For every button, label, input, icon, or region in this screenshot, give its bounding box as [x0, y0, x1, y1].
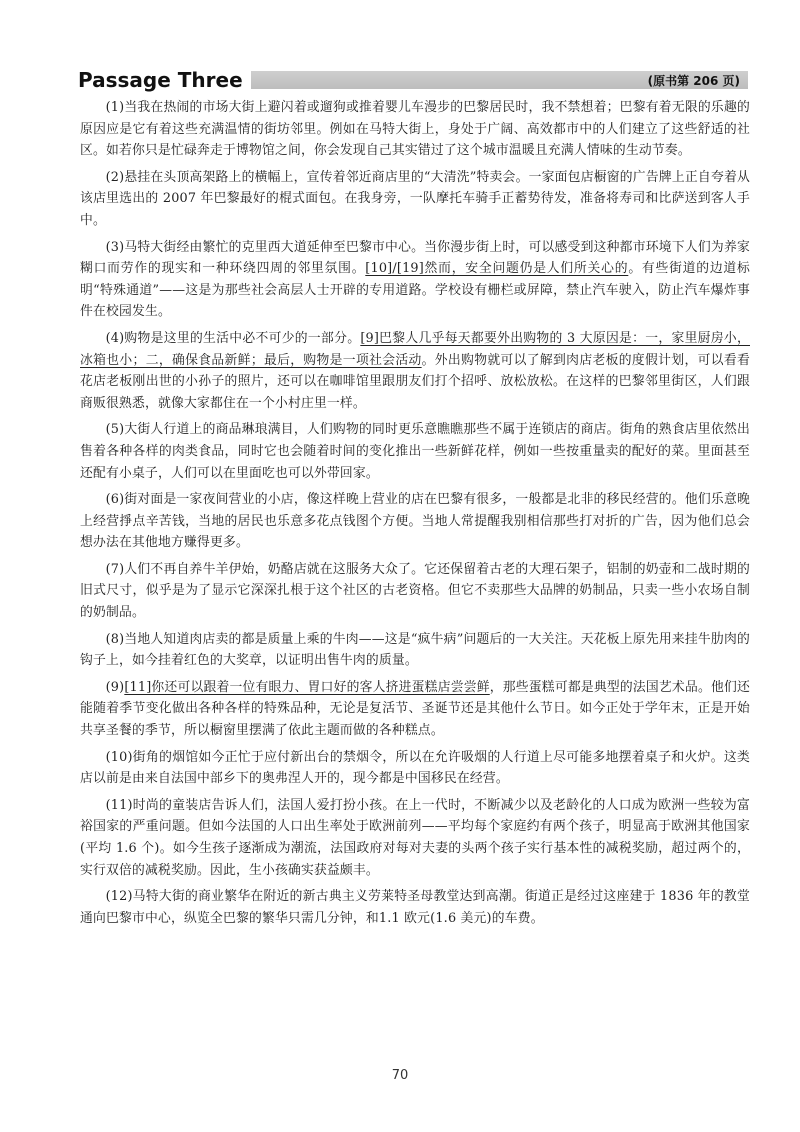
paragraph-text: 。有些街道的边道标明“特殊通道”——这是为那些社会高层人士开辟的专用道路。学校设有栅栏或屏障，禁止汽车驶入，防止汽车爆炸事件在校园发生。: [80, 261, 750, 320]
paragraph: [80, 747, 750, 790]
paragraph: [80, 559, 750, 624]
paragraph-text: (9): [105, 679, 125, 695]
paragraph-text: (7)人们不再自养牛羊伊始，奶酪店就在这服务大众了。它还保留着古老的大理石架子，铝制的奶壶和二战时期的旧式尺寸，似乎是为了显示它深深扎根于这个社区的古老资格。但它不卖那些大品牌的奶制品，只卖一些小农场自制的奶制品。: [80, 561, 750, 621]
paragraph: [80, 167, 750, 232]
original-book-reference: (原书第 206 页): [647, 73, 740, 88]
paragraph-text: (8)当地人知道肉店卖的都是质量上乘的牛肉——这是“疯牛病”问题后的一大关注。天花板上原先用来挂牛肋肉的钩子上，如今挂着红色的大奖章，以证明出售牛肉的质量。: [80, 631, 750, 669]
paragraph-text: (10)街角的烟馆如今正忙于应付新出台的禁烟令，所以在允许吸烟的人行道上尽可能多地摆着桌子和火炉。这类店以前是由来自法国中部乡下的奥弗涅人开的，现今都是中国移民在经营。: [80, 749, 750, 787]
underlined-answer-text: [9]巴黎人几乎每天都要外出购物的 3 大原因是：一，家里厨房小，冰箱也小；二，确保食品新鲜；最后，购物是一项社会活动: [80, 330, 750, 368]
paragraph: [80, 886, 750, 929]
paragraph-text: 。外出购物就可以了解到肉店老板的度假计划，可以看看花店老板刚出世的小孙子的照片，还可以在咖啡馆里跟朋友们打个招呼、放松放松。在这样的巴黎邻里街区，人们跟商贩很熟悉，就像大家都住在一个小村庄里一样。: [80, 352, 750, 411]
header-bar: [251, 71, 748, 89]
page-number: 70: [391, 1068, 409, 1083]
paragraph: [80, 677, 750, 742]
passage-body: [80, 97, 750, 934]
paragraph-text: (6)街对面是一家夜间营业的小店，像这样晚上营业的店在巴黎有很多，一般都是北非的移民经营的。他们乐意晚上经营掙点辛苦钱，当地的居民也乐意多花点钱图个方便。当地人常提醒我别相信那些打对折的广告，因为他们总会想办法在其他地方赚得更多。: [80, 492, 750, 551]
paragraph-text: (5)大街人行道上的商品琳琅满目，人们购物的同时更乐意瞧瞧那些不属于连锁店的商店。街角的熟食店里依然出售着各种各样的肉类食品，同时它也会随着时间的变化推出一些新鲜花样，例如一些按重量卖的配好的菜。里面甚至还配有小桌子，人们可以在里面吃也可以外带回家。: [80, 422, 750, 481]
paragraph-text: (1)当我在热闹的市场大街上避闪着或遛狗或推着婴儿车漫步的巴黎居民时，我不禁想着；巴黎有着无限的乐趣的原因应是它有着这些充满温情的街坊邻里。例如在马特大街上，身处于广阔、高效都市中的人们建立了这些舒适的社区。如若你只是忙碌奔走于博物馆之间，你会发现自己其实错过了这个城市温暖且充满人情味的生动节奏。: [80, 100, 750, 159]
paragraph-text: (2)悬挂在头顶高架路上的横幅上，宣传着邻近商店里的“大清洗”特卖会。一家面包店橱窗的广告牌上正自夸着从该店里选出的 2007 年巴黎最好的棍式面包。在我身旁，一队摩托车骑手正蓄势待发，准备将寿司和比萨送到客人手中。: [80, 169, 750, 228]
paragraph: [80, 328, 750, 414]
paragraph-text: ，那些蛋糕可都是典型的法国艺术品。他们还能随着季节变化做出各种各样的特殊品种，无论是复活节、圣诞节还是其他什么节日。如今正处于学年末，正是开始共享圣餐的季节，所以橱窗里摆满了依此主题而做的各种糕点。: [80, 679, 750, 739]
paragraph-text: (12)马特大街的商业繁华在附近的新古典主义劳莱特圣母教堂达到高潮。街道正是经过这座建于 1836 年的教堂通向巴黎市中心，纵览全巴黎的繁华只需几分钟，和1.1 欧元(1.6 美元)的车费。: [80, 889, 750, 926]
passage-header: [78, 68, 748, 92]
underlined-answer-text: [10]/[19]然而，安全问题仍是人们所关心的: [365, 261, 629, 277]
paragraph: [80, 237, 750, 323]
paragraph: [80, 629, 750, 672]
paragraph: [80, 419, 750, 484]
paragraph: [80, 795, 750, 881]
paragraph-text: (11)时尚的童装店告诉人们，法国人爱打扮小孩。在上一代时，不断减少以及老龄化的人口成为欧洲一些较为富裕国家的严重问题。但如今法国的人口出生率处于欧洲前列——平均每个家庭约有两个孩子，明显高于欧洲其他国家(平均 1.6 个)。如今生孩子逐渐成为潮流，法国政府对每对夫妻的头两个孩子实行基本性的减税奖励，超过两个的，实行双倍的减税奖励。因此，生小孩确实获益颇丰。: [80, 797, 750, 878]
paragraph: [80, 97, 750, 162]
paragraph: [80, 489, 750, 554]
passage-title: Passage Three: [78, 68, 243, 92]
paragraph-text: (3)马特大街经由繁忙的克里西大道延伸至巴黎市中心。当你漫步街上时，可以感受到这种都市环境下人们为养家糊口而劳作的现实和一种环绕四周的邻里氛围。: [80, 239, 750, 277]
underlined-answer-text: [11]你还可以跟着一位有眼力、胃口好的客人挤进蛋糕店尝尝鲜: [124, 679, 490, 695]
paragraph-text: (4)购物是这里的生活中必不可少的一部分。: [105, 330, 361, 346]
